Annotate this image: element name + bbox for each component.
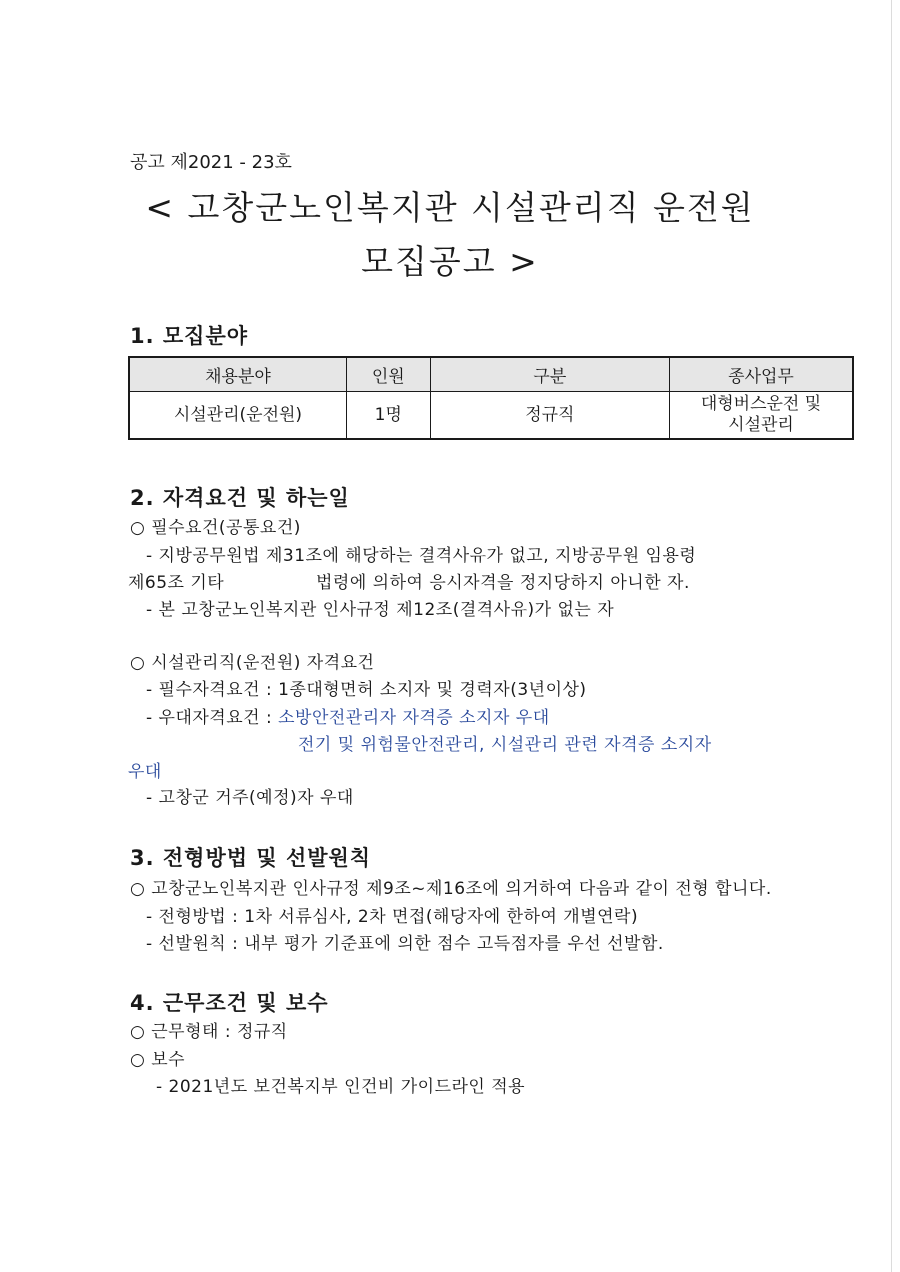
- preferred-qualification-label: - 우대자격요건 :: [146, 708, 279, 728]
- selection-principle: - 선발원칙 : 내부 평가 기준표에 의한 점수 고득점자를 우선 선발함.: [146, 934, 664, 954]
- notice-number: 공고 제2021 - 23호: [130, 152, 292, 173]
- page-title-line1: < 고창군노인복지관 시설관리직 운전원: [145, 188, 755, 227]
- table-row: [129, 392, 853, 440]
- section2-heading: 2. 자격요건 및 하는일: [130, 486, 350, 510]
- cell-duty: [669, 392, 853, 440]
- common-requirement-1b-end: 법령에 의하여 응시자격을 정지당하지 아니한 자.: [316, 573, 690, 593]
- cell-field: 시설관리(운전원): [129, 392, 346, 440]
- recruitment-table: [128, 356, 854, 440]
- common-requirements-title: ○ 필수요건(공통요건): [130, 518, 301, 538]
- cell-duty-line1: 대형버스운전 및: [700, 394, 822, 414]
- table-header-cell: 인원: [346, 357, 430, 392]
- common-requirement-2: - 본 고창군노인복지관 인사규정 제12조(결격사유)가 없는 자: [146, 600, 615, 620]
- cell-count: 1명: [346, 392, 430, 440]
- preferred-qualification-1: 소방안전관리자 자격증 소지자 우대: [278, 708, 550, 728]
- cell-duty-line2: 시설관리: [728, 415, 794, 435]
- preferred-qualification: [146, 703, 550, 728]
- scan-edge-line: [891, 0, 892, 1272]
- pay-detail: - 2021년도 보건복지부 인건비 가이드라인 적용: [156, 1077, 526, 1097]
- table-header-row: [129, 357, 853, 392]
- section1-heading: 1. 모집분야: [130, 324, 249, 348]
- residence-preference: - 고창군 거주(예정)자 우대: [146, 788, 354, 808]
- page-title-line2: 모집공고 >: [361, 242, 539, 281]
- preferred-qualification-2: 전기 및 위험물안전관리, 시설관리 관련 자격증 소지자: [298, 735, 712, 755]
- section4-heading: 4. 근무조건 및 보수: [130, 991, 329, 1015]
- common-requirement-1a: - 지방공무원법 제31조에 해당하는 결격사유가 없고, 지방공무원 임용령: [146, 546, 697, 566]
- job-requirements-title: ○ 시설관리직(운전원) 자격요건: [130, 653, 375, 673]
- selection-method: - 전형방법 : 1차 서류심사, 2차 면접(해당자에 한하여 개별연락): [146, 907, 639, 927]
- preferred-qualification-3: 우대: [128, 762, 162, 782]
- table-header-cell: 구분: [430, 357, 669, 392]
- pay-title: ○ 보수: [130, 1050, 186, 1070]
- required-qualification: - 필수자격요건 : 1종대형면허 소지자 및 경력자(3년이상): [146, 680, 587, 700]
- common-requirement-1b-start: 제65조 기타: [128, 573, 225, 593]
- work-type: ○ 근무형태 : 정규직: [130, 1022, 288, 1042]
- selection-intro: ○ 고창군노인복지관 인사규정 제9조~제16조에 의거하여 다음과 같이 전형 합니다.: [130, 879, 772, 899]
- section3-heading: 3. 전형방법 및 선발원칙: [130, 846, 372, 870]
- table-header-cell: 종사업무: [669, 357, 853, 392]
- table-header-cell: 채용분야: [129, 357, 346, 392]
- cell-type: 정규직: [430, 392, 669, 440]
